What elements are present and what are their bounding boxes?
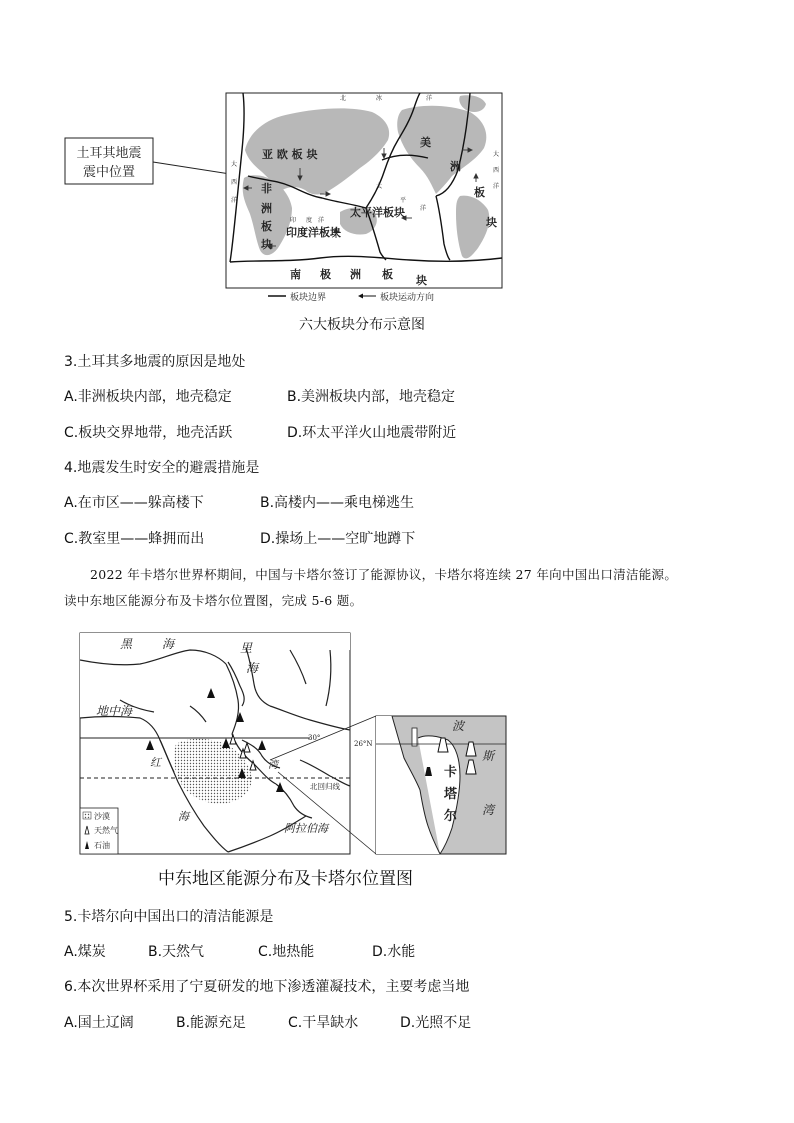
legend-boundary-label: 板块边界 [290, 293, 327, 303]
q5-option-c[interactable]: C.地热能 [258, 944, 315, 960]
african-plate-label-2: 洲 [261, 202, 272, 215]
legend-oil-label: 石油 [94, 841, 110, 850]
atlantic-right-2: 西 [493, 167, 500, 174]
indian-ocean-3: 洋 [318, 217, 325, 224]
american-plate-label-1: 美 [420, 136, 431, 149]
atlantic-left-3: 洋 [231, 197, 238, 204]
atlantic-left-2: 西 [231, 179, 238, 186]
q6-option-a[interactable]: A.国土辽阔 [64, 1015, 134, 1031]
inset-persian-3: 湾 [482, 803, 495, 817]
african-plate-label-4: 块 [261, 238, 272, 251]
arctic-ocean-label-3: 洋 [426, 95, 433, 102]
pacific-ocean-2: 平 [400, 197, 407, 204]
inset-qatar-2: 塔 [444, 787, 458, 802]
arctic-ocean-label-1: 北 [340, 95, 347, 102]
inset-persian-1: 波 [452, 719, 465, 733]
legend-gas-label: 天然气 [94, 826, 118, 835]
indian-plate-label: 印度洋板块 [286, 226, 341, 239]
inset-qatar-1: 卡 [444, 765, 458, 780]
red-sea-label-1: 红 [150, 756, 161, 769]
inset-26n-label: 26°N [354, 740, 373, 748]
african-plate-label-3: 板 [261, 220, 272, 233]
atlantic-left-1: 大 [231, 161, 238, 168]
tropic-label: 北回归线 [310, 782, 340, 791]
q5-stem: 5.卡塔尔向中国出口的清洁能源是 [64, 909, 274, 925]
arabian-sea-label: 阿拉伯海 [284, 822, 328, 835]
passage [64, 562, 740, 614]
caspian-label-1: 里 [240, 641, 253, 655]
inset-persian-2: 斯 [482, 749, 495, 763]
pacific-ocean-1: 太 [376, 183, 383, 190]
red-sea-label-2: 海 [178, 810, 189, 823]
legend-desert-swatch [83, 812, 91, 819]
q6-option-d[interactable]: D.光照不足 [400, 1015, 472, 1031]
passage-line1: 2022 年卡塔尔世界杯期间，中国与卡塔尔签订了能源协议，卡塔尔将连续 27 年向中国出口清洁能源。 [90, 567, 678, 582]
american-plate-label-4: 块 [486, 216, 497, 229]
callout-line1: 土耳其地震 [76, 146, 142, 161]
q3-option-c[interactable]: C.板块交界地带，地壳活跃 [64, 425, 233, 441]
lat-30-label: 30° [308, 734, 321, 742]
indian-ocean-1: 印 [290, 217, 297, 224]
q4-option-c[interactable]: C.教室里——蜂拥而出 [64, 531, 205, 547]
q4-option-b[interactable]: B.高楼内——乘电梯逃生 [260, 495, 415, 511]
pacific-ocean-3: 洋 [420, 205, 427, 212]
q6-option-b[interactable]: B.能源充足 [176, 1015, 247, 1031]
q4-stem: 4.地震发生时安全的避震措施是 [64, 460, 260, 476]
atlantic-right-3: 洋 [493, 183, 500, 190]
antarctic-plate-label-3: 洲 [350, 268, 361, 281]
black-sea-label-1: 黑 [120, 637, 133, 651]
figure2-caption: 中东地区能源分布及卡塔尔位置图 [158, 869, 413, 889]
q3-option-a[interactable]: A.非洲板块内部，地壳稳定 [64, 389, 232, 405]
atlantic-right-1: 大 [493, 151, 500, 158]
arctic-ocean-label-2: 冰 [376, 95, 383, 102]
q5-option-a[interactable]: A.煤炭 [64, 944, 106, 960]
q5-option-d[interactable]: D.水能 [372, 944, 416, 960]
q4-option-d[interactable]: D.操场上——空旷地蹲下 [260, 531, 416, 547]
black-sea-label-2: 海 [162, 637, 175, 651]
q4-option-a[interactable]: A.在市区——躲高楼下 [64, 495, 204, 511]
figure1-caption: 六大板块分布示意图 [299, 317, 425, 333]
q6-option-c[interactable]: C.干旱缺水 [288, 1015, 359, 1031]
antarctic-plate-label-5: 块 [416, 274, 427, 287]
passage-line2: 读中东地区能源分布及卡塔尔位置图，完成 5-6 题。 [64, 593, 363, 608]
eurasian-plate-label: 亚 欧 板 块 [262, 148, 318, 161]
plate-map [60, 88, 510, 308]
inset-qatar-3: 尔 [444, 809, 458, 824]
middle-east-map [75, 628, 511, 858]
indian-ocean-2: 度 [306, 217, 313, 224]
q5-option-b[interactable]: B.天然气 [148, 944, 205, 960]
african-plate-label-1: 非 [261, 182, 272, 195]
antarctic-plate-label-4: 板 [382, 268, 393, 281]
american-plate-label-3: 板 [474, 186, 485, 199]
antarctic-plate-label-2: 极 [320, 268, 331, 281]
gulf-label: 湾 [268, 760, 278, 771]
pacific-plate-label: 太平洋板块 [350, 206, 405, 219]
antarctic-plate-label-1: 南 [290, 268, 301, 281]
mediterranean-label: 地中海 [96, 704, 133, 718]
legend-direction-label: 板块运动方向 [380, 293, 435, 303]
callout-line2: 震中位置 [82, 165, 136, 180]
q3-stem: 3.土耳其多地震的原因是地处 [64, 354, 246, 370]
q3-option-b[interactable]: B.美洲板块内部，地壳稳定 [287, 389, 456, 405]
q3-option-d[interactable]: D.环太平洋火山地震带附近 [287, 425, 457, 441]
american-plate-label-2: 洲 [450, 160, 461, 173]
caspian-label-2: 海 [246, 661, 259, 675]
q6-stem: 6.本次世界杯采用了宁夏研发的地下渗透灌凝技术，主要考虑当地 [64, 979, 470, 995]
legend-desert-label: 沙漠 [94, 812, 110, 821]
